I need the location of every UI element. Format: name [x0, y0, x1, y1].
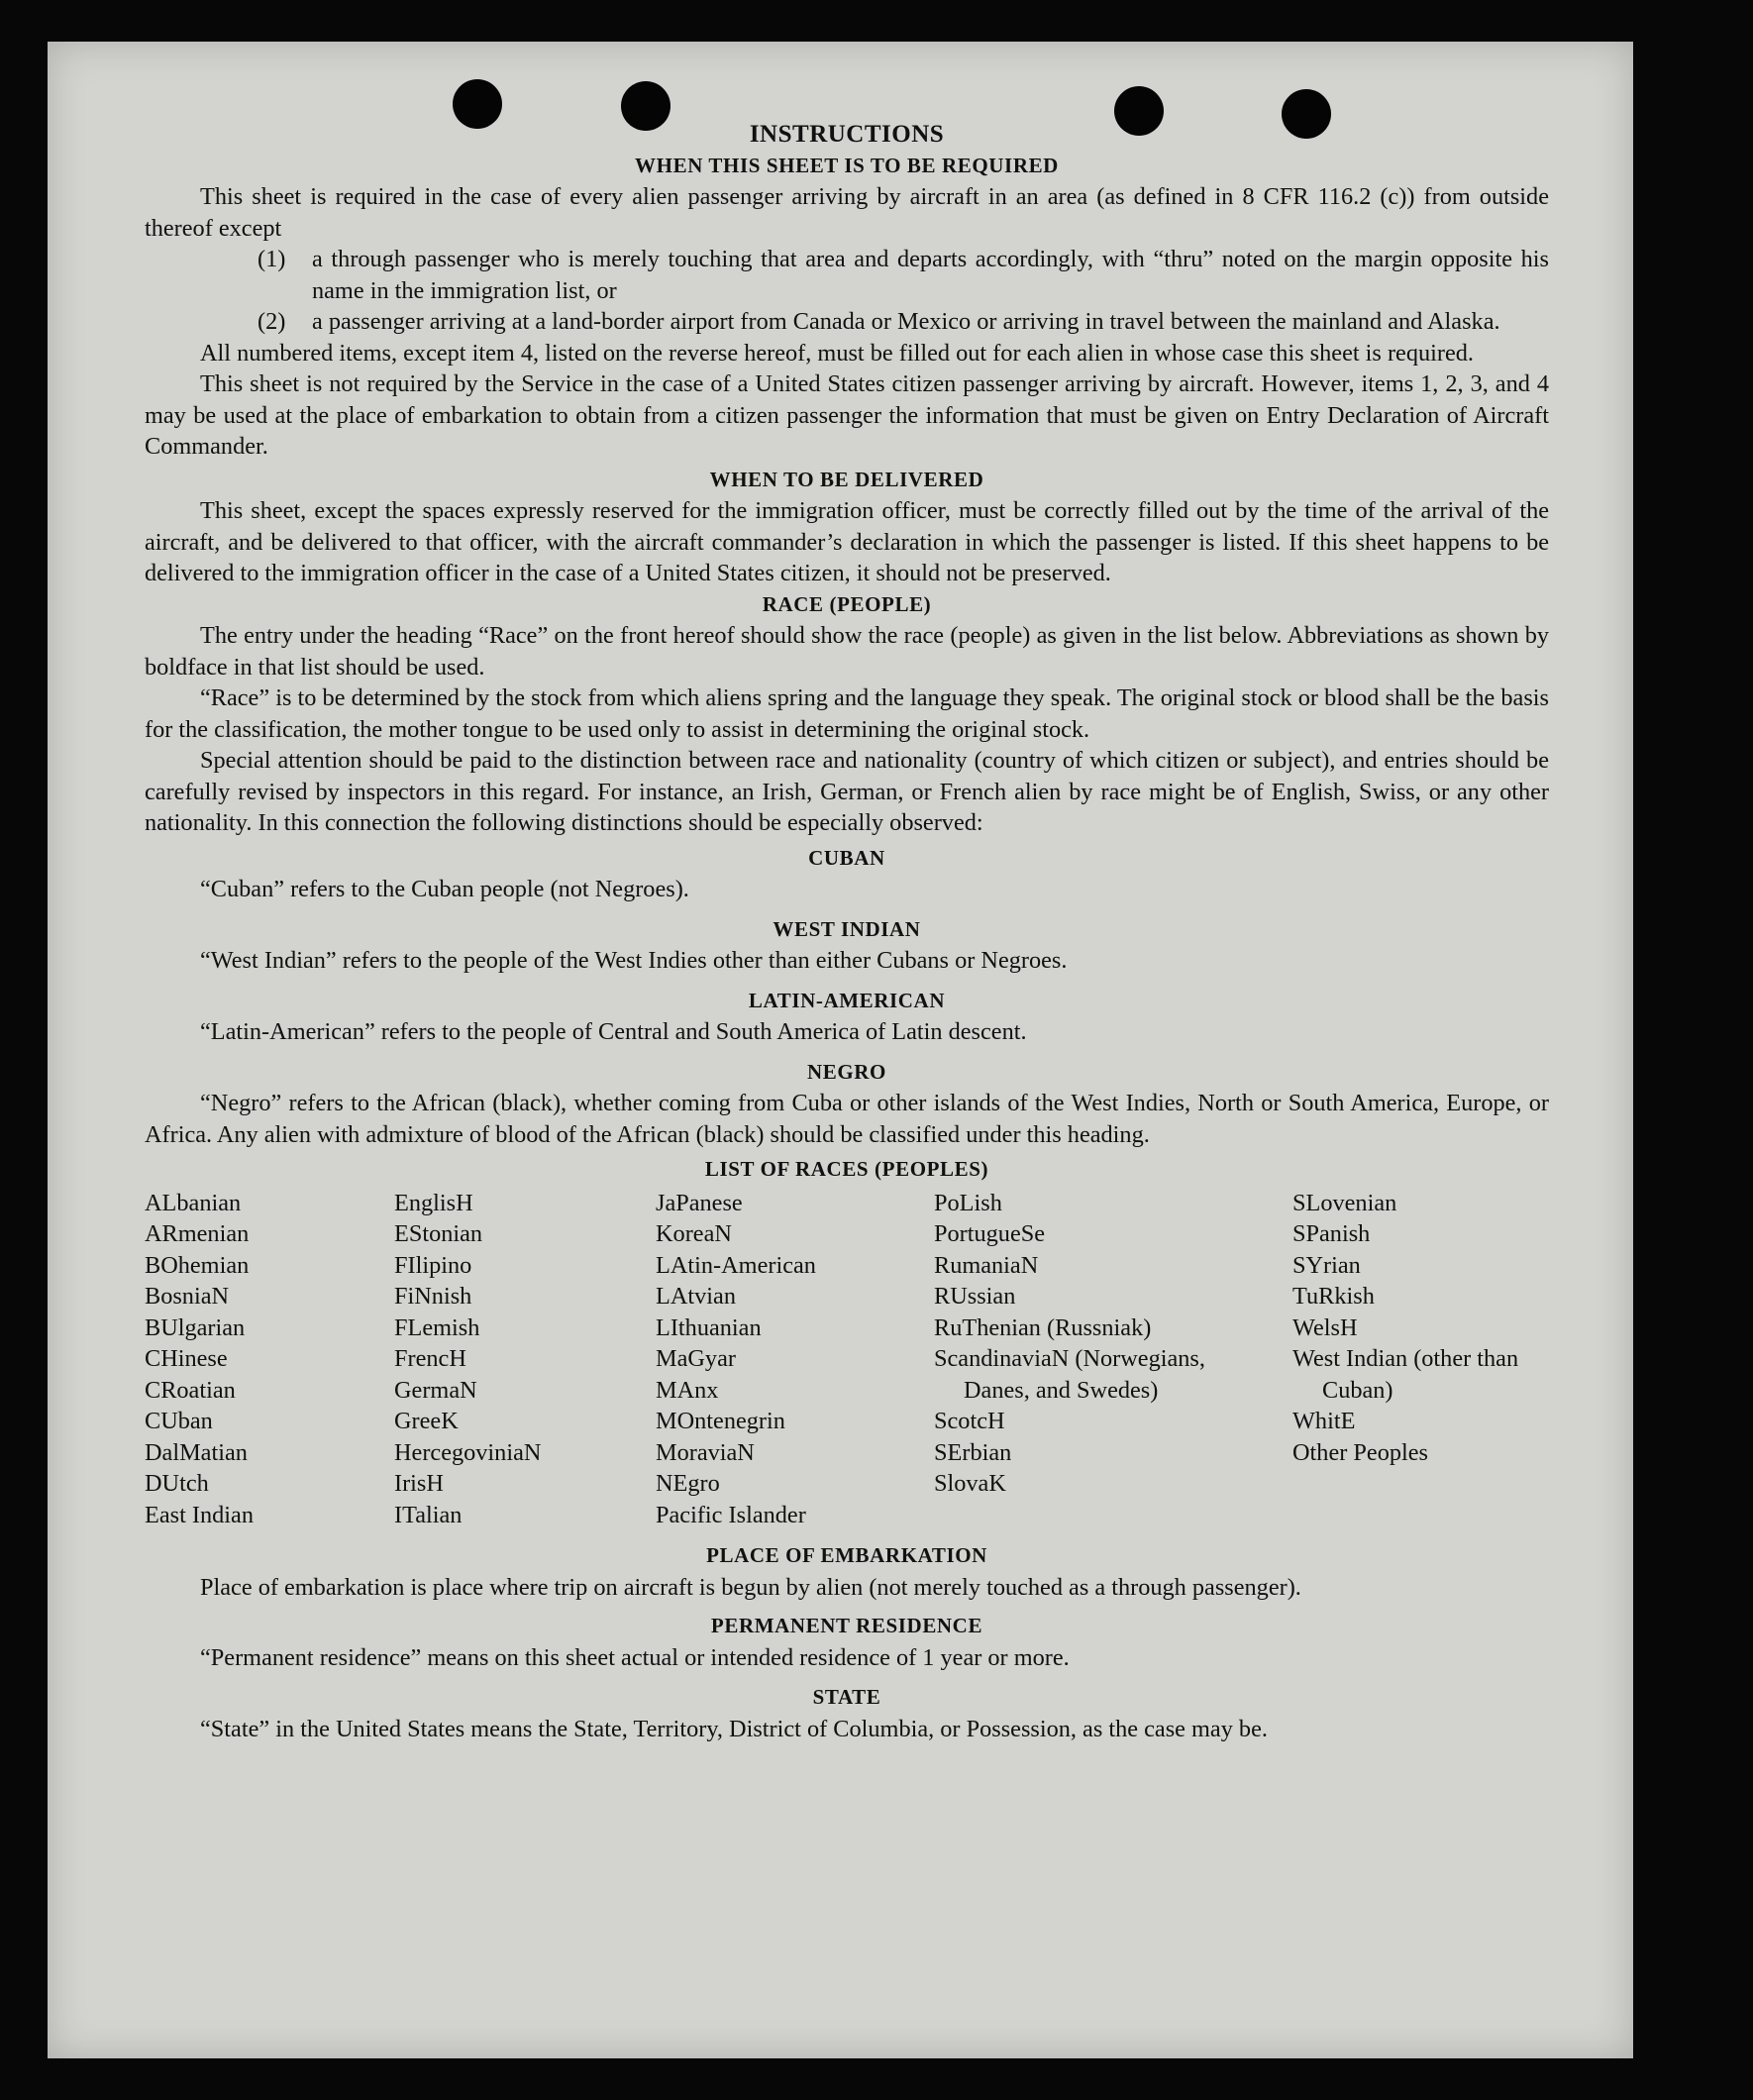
- heading-list-of-races: LIST OF RACES (PEOPLES): [704, 1157, 989, 1181]
- paragraph: “State” in the United States means the State, Territory, District of Columbia, or Possession, as the case may be.: [200, 1715, 1268, 1742]
- list-item: ITalian: [394, 1501, 463, 1528]
- list-item: SErbian: [934, 1438, 1012, 1466]
- list-item: JaPanese: [656, 1189, 743, 1216]
- list-item: RUssian: [934, 1283, 1016, 1310]
- list-item: MAnx: [656, 1376, 719, 1404]
- list-item: NEgro: [656, 1470, 720, 1497]
- list-item: Other Peoples: [1292, 1438, 1428, 1466]
- list-item: CRoatian: [145, 1376, 236, 1404]
- list-item: CUban: [145, 1408, 213, 1434]
- list-item: DalMatian: [145, 1438, 248, 1466]
- list-item: Pacific Islander: [656, 1501, 806, 1528]
- list-item: FrencH: [394, 1345, 466, 1372]
- list-item: BOhemian: [145, 1251, 250, 1279]
- list-item-number: (1): [258, 246, 286, 272]
- list-item: MOntenegrin: [656, 1408, 785, 1434]
- list-item: West Indian (other than Cuban): [1292, 1345, 1519, 1404]
- list-item: FiNnish: [394, 1283, 472, 1310]
- list-item: LIthuanian: [656, 1313, 762, 1341]
- list-item: ScotcH: [934, 1408, 1005, 1434]
- race-column: [145, 1188, 394, 1531]
- race-column: [1292, 1188, 1549, 1531]
- list-item: FLemish: [394, 1313, 480, 1341]
- list-item: BosniaN: [145, 1283, 230, 1310]
- list-item: BUlgarian: [145, 1313, 246, 1341]
- paragraph: “Race” is to be determined by the stock from which aliens spring and the language they speak. The original stock or blood shall be the basis for the classification, the mother tongue to be used only to assist in determining the original stock.: [145, 684, 1549, 743]
- document-sheet: [48, 42, 1633, 2058]
- list-item: ARmenian: [145, 1220, 250, 1247]
- list-item: WhitE: [1292, 1408, 1356, 1434]
- paragraph: The entry under the heading “Race” on the front hereof should show the race (people) as given in the list below. Abbreviations as shown by boldface in that list should be used.: [145, 622, 1549, 681]
- list-item-number: (2): [258, 308, 286, 335]
- list-item: SPanish: [1292, 1220, 1371, 1247]
- page-title: INSTRUCTIONS: [749, 121, 945, 148]
- paragraph: “Permanent residence” means on this sheet actual or intended residence of 1 year or more.: [200, 1643, 1070, 1671]
- list-item: SlovaK: [934, 1470, 1006, 1497]
- list-item: DUtch: [145, 1470, 209, 1497]
- list-item: CHinese: [145, 1345, 228, 1372]
- heading-when-required: WHEN THIS SHEET IS TO BE REQUIRED: [635, 153, 1059, 177]
- list-item: LAtvian: [656, 1283, 736, 1310]
- paragraph: This sheet, except the spaces expressly reserved for the immigration officer, must be correctly filled out by the time of the arrival of the aircraft, and be delivered to that officer, with the aircraft commander’s declaration in which the passenger is listed. If this sheet happens to be delivered to the immigration officer in the case of a United States citizen, it should not be preserved.: [145, 497, 1549, 586]
- paragraph: Place of embarkation is place where trip on aircraft is begun by alien (not merely touched as a through passenger).: [200, 1573, 1301, 1601]
- list-item: SYrian: [1292, 1251, 1361, 1279]
- heading-when-delivered: WHEN TO BE DELIVERED: [709, 467, 984, 491]
- heading-latin-american: LATIN-AMERICAN: [748, 988, 946, 1012]
- race-column: [394, 1188, 656, 1531]
- list-item: PortugueSe: [934, 1220, 1046, 1247]
- list-item: TuRkish: [1292, 1283, 1375, 1310]
- list-item: HercegoviniaN: [394, 1438, 542, 1466]
- list-item: IrisH: [394, 1470, 444, 1497]
- heading-embarkation: PLACE OF EMBARKATION: [706, 1543, 987, 1567]
- list-item: MaGyar: [656, 1345, 736, 1372]
- heading-state: STATE: [812, 1685, 881, 1709]
- list-item: RumaniaN: [934, 1251, 1039, 1279]
- paragraph: All numbered items, except item 4, listed on the reverse hereof, must be filled out for each alien in whose case this sheet is required.: [200, 339, 1474, 367]
- list-item: EStonian: [394, 1220, 483, 1247]
- list-item: KoreaN: [656, 1220, 732, 1247]
- list-item: WelsH: [1292, 1313, 1358, 1341]
- list-item: [258, 244, 1549, 306]
- heading-cuban: CUBAN: [808, 845, 885, 870]
- list-item: RuThenian (Russniak): [934, 1313, 1152, 1341]
- list-item-text: a through passenger who is merely touching that area and departs accordingly, with “thru” noted on the margin opposite his name in the immigration list, or: [312, 246, 1549, 304]
- paragraph: “Cuban” refers to the Cuban people (not Negroes).: [200, 876, 689, 902]
- paragraph: “Negro” refers to the African (black), whether coming from Cuba or other islands of the West Indies, North or South America, Europe, or Africa. Any alien with admixture of blood of the African (black) should be classified under this heading.: [145, 1090, 1549, 1148]
- list-item: PoLish: [934, 1189, 1002, 1216]
- race-column: [934, 1188, 1292, 1531]
- heading-permanent-residence: PERMANENT RESIDENCE: [710, 1614, 983, 1637]
- list-item-text: a passenger arriving at a land-border airport from Canada or Mexico or arriving in travel between the mainland and Alaska.: [312, 308, 1500, 335]
- list-item: ScandinaviaN (Norwegians, Danes, and Swedes): [934, 1345, 1205, 1404]
- heading-negro: NEGRO: [806, 1059, 886, 1084]
- heading-race: RACE (PEOPLE): [762, 591, 932, 616]
- race-list: [145, 1188, 1549, 1531]
- list-item: MoraviaN: [656, 1438, 755, 1466]
- list-item: EnglisH: [394, 1189, 473, 1216]
- paragraph: “Latin-American” refers to the people of Central and South America of Latin descent.: [200, 1018, 1027, 1045]
- heading-west-indian: WEST INDIAN: [773, 916, 921, 941]
- list-item: GreeK: [394, 1408, 459, 1434]
- list-item: ALbanian: [145, 1189, 242, 1216]
- paragraph: This sheet is not required by the Service in the case of a United States citizen passenger arriving by aircraft. However, items 1, 2, 3, and 4 may be used at the place of embarkation to obtain from a citizen passenger the information that must be given on Entry Declaration of Aircraft Commander.: [145, 370, 1549, 460]
- paragraph: This sheet is required in the case of every alien passenger arriving by aircraft in an area (as defined in 8 CFR 116.2 (c)) from outside thereof except: [145, 183, 1549, 242]
- list-item: SLovenian: [1292, 1189, 1397, 1216]
- paragraph: “West Indian” refers to the people of the West Indies other than either Cubans or Negroes.: [200, 947, 1068, 974]
- instructions-content: [145, 119, 1549, 1744]
- list-item: GermaN: [394, 1376, 477, 1404]
- paragraph: Special attention should be paid to the distinction between race and nationality (country of which citizen or subject), and entries should be carefully revised by inspectors in this regard. For instance, an Irish, German, or French alien by race might be of English, Swiss, or any other nationality. In this connection the following distinctions should be especially observed:: [145, 747, 1549, 836]
- list-item: LAtin-American: [656, 1251, 816, 1279]
- race-column: [656, 1188, 934, 1531]
- list-item: [258, 306, 1549, 338]
- list-item: FIlipino: [394, 1251, 472, 1279]
- list-item: East Indian: [145, 1501, 254, 1528]
